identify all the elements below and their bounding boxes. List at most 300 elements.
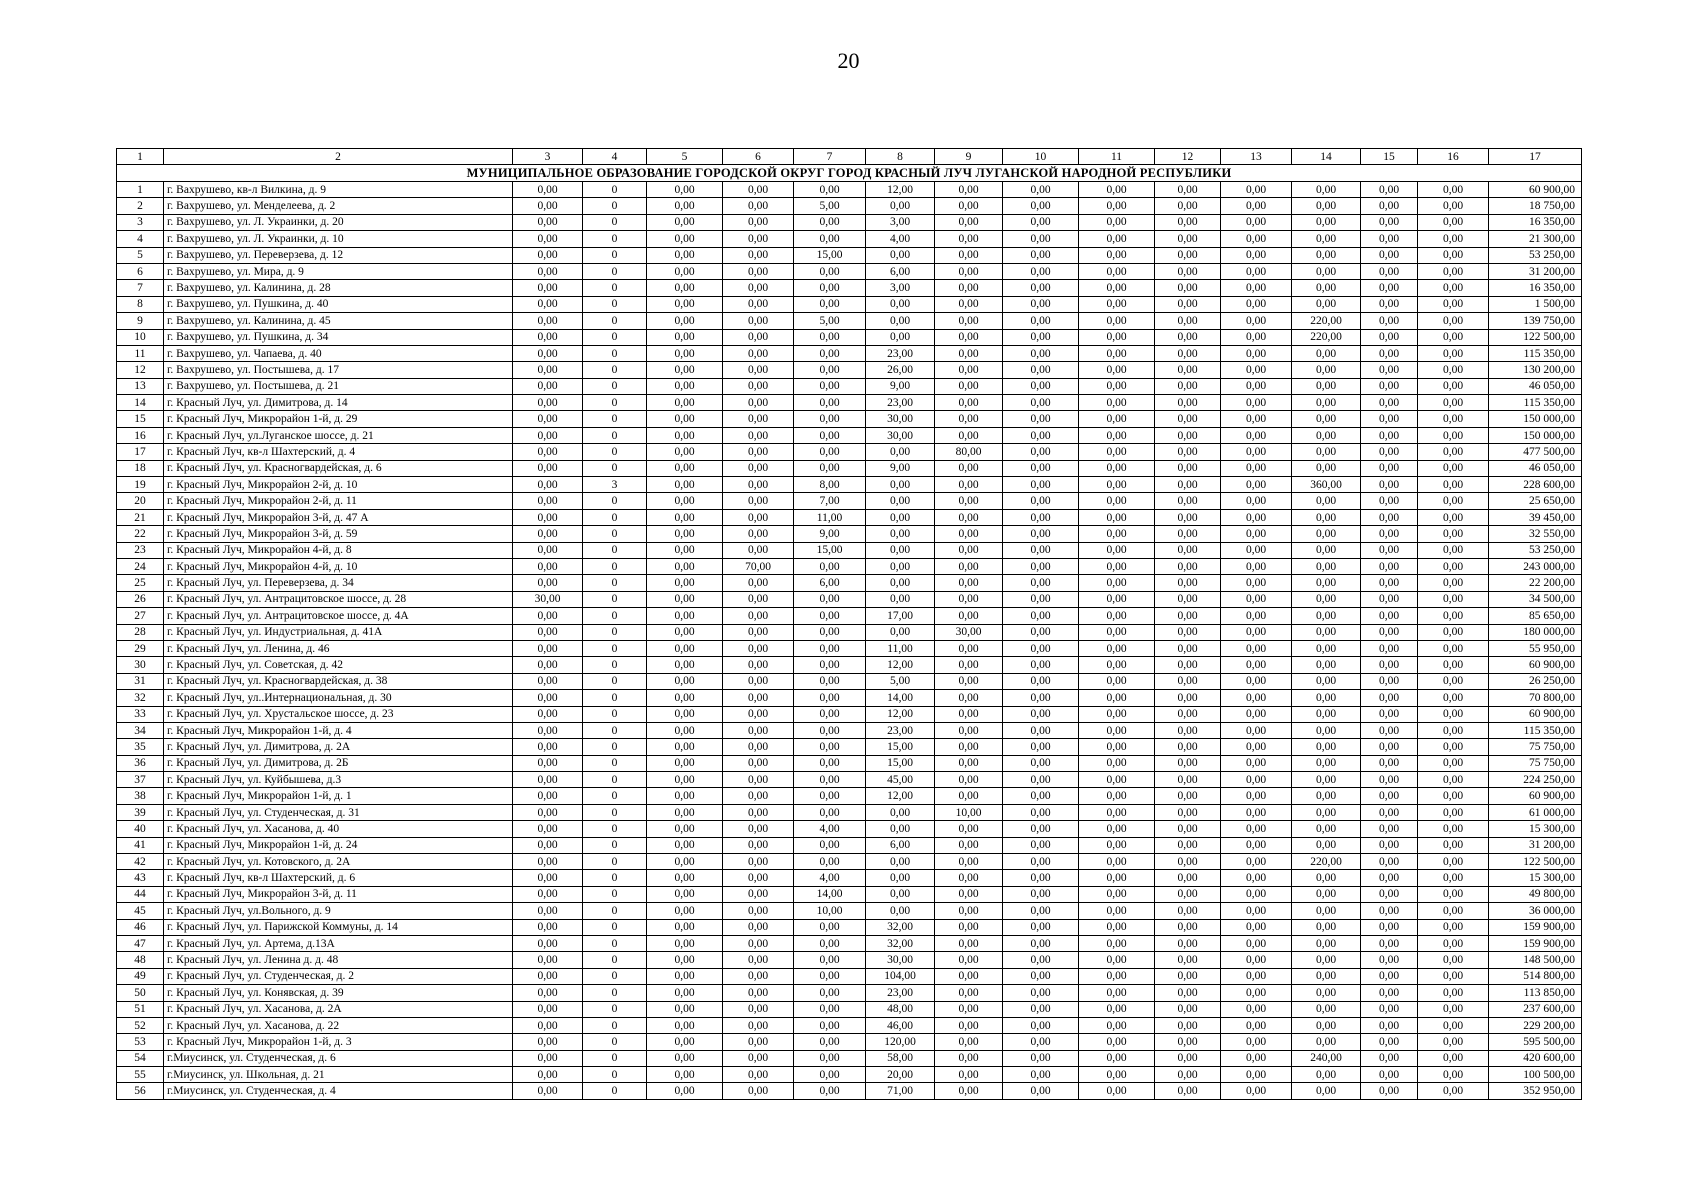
value-cell: 104,00 [866,968,935,984]
value-cell: 0,00 [1003,460,1079,476]
value-cell: 0,00 [1003,1067,1079,1083]
value-cell: 0,00 [1292,673,1361,689]
value-cell: 0,00 [1418,427,1489,443]
table-row [117,1067,1582,1083]
value-cell: 0,00 [1418,477,1489,493]
value-cell: 0,00 [1418,247,1489,263]
value-cell: 0 [583,886,647,902]
row-number-cell: 46 [117,919,164,935]
value-cell: 0,00 [1155,509,1221,525]
value-cell: 113 850,00 [1489,985,1582,1001]
value-cell: 0,00 [1221,1083,1292,1099]
table-row [117,198,1582,214]
value-cell: 0 [583,345,647,361]
row-number-cell: 26 [117,591,164,607]
value-cell: 0,00 [935,575,1003,591]
table-row [117,1034,1582,1050]
value-cell: 0,00 [1292,624,1361,640]
row-number-cell: 13 [117,378,164,394]
value-cell: 0,00 [1003,313,1079,329]
value-cell: 0,00 [723,444,794,460]
value-cell: 0,00 [513,198,583,214]
value-cell: 0,00 [513,444,583,460]
address-cell: г. Вахрушево, ул. Постышева, д. 21 [164,378,513,394]
value-cell: 0,00 [513,804,583,820]
value-cell: 0,00 [1418,231,1489,247]
value-cell: 0 [583,1034,647,1050]
value-cell: 0,00 [1418,739,1489,755]
value-cell: 180 000,00 [1489,624,1582,640]
value-cell: 0,00 [1221,558,1292,574]
value-cell: 0 [583,231,647,247]
value-cell: 0,00 [723,804,794,820]
value-cell: 115 350,00 [1489,395,1582,411]
value-cell: 0 [583,935,647,951]
value-cell: 0,00 [1079,624,1155,640]
value-cell: 0,00 [1418,591,1489,607]
value-cell: 0,00 [1079,296,1155,312]
address-cell: г. Красный Луч, ул. Парижской Коммуны, д. 14 [164,919,513,935]
value-cell: 0 [583,263,647,279]
value-cell: 0,00 [1292,575,1361,591]
value-cell: 0,00 [647,395,723,411]
value-cell: 70,00 [723,558,794,574]
value-cell: 0,00 [935,362,1003,378]
value-cell: 0,00 [513,509,583,525]
value-cell: 0 [583,280,647,296]
value-cell: 0,00 [1155,870,1221,886]
value-cell: 0,00 [1155,345,1221,361]
address-cell: г. Красный Луч, ул. Конявская, д. 39 [164,985,513,1001]
value-cell: 0,00 [647,509,723,525]
value-cell: 0,00 [647,329,723,345]
table-row [117,673,1582,689]
value-cell: 0,00 [1292,985,1361,1001]
table-row [117,427,1582,443]
value-cell: 0,00 [1418,624,1489,640]
value-cell: 0,00 [1292,903,1361,919]
value-cell: 0,00 [513,1001,583,1017]
value-cell: 0,00 [935,509,1003,525]
value-cell: 0,00 [1418,722,1489,738]
value-cell: 237 600,00 [1489,1001,1582,1017]
value-cell: 0,00 [1155,608,1221,624]
value-cell: 0,00 [647,411,723,427]
value-cell: 0,00 [1418,755,1489,771]
address-cell: г. Вахрушево, ул. Пушкина, д. 40 [164,296,513,312]
value-cell: 0,00 [935,247,1003,263]
data-table [116,148,1582,1100]
value-cell: 0,00 [1418,1067,1489,1083]
value-cell: 0 [583,575,647,591]
value-cell: 0,00 [647,1017,723,1033]
value-cell: 0,00 [723,657,794,673]
value-cell: 0,00 [1418,493,1489,509]
column-number: 6 [723,149,794,165]
value-cell: 0,00 [723,231,794,247]
value-cell: 0,00 [647,493,723,509]
value-cell: 0,00 [866,886,935,902]
value-cell: 0,00 [1003,526,1079,542]
table-row [117,280,1582,296]
value-cell: 0,00 [513,1017,583,1033]
value-cell: 0,00 [1155,411,1221,427]
value-cell: 0,00 [1079,558,1155,574]
value-cell: 48,00 [866,1001,935,1017]
value-cell: 12,00 [866,706,935,722]
value-cell: 0,00 [723,1001,794,1017]
value-cell: 0,00 [1292,263,1361,279]
row-number-cell: 6 [117,263,164,279]
value-cell: 0 [583,706,647,722]
address-cell: г. Красный Луч, ул. Студенческая, д. 31 [164,804,513,820]
value-cell: 71,00 [866,1083,935,1099]
value-cell: 0,00 [647,821,723,837]
value-cell: 0,00 [1292,1017,1361,1033]
value-cell: 0,00 [723,919,794,935]
value-cell: 0,00 [647,558,723,574]
page-number: 20 [837,48,860,73]
value-cell: 53 250,00 [1489,247,1582,263]
value-cell: 0,00 [513,231,583,247]
value-cell: 0,00 [1221,182,1292,198]
value-cell: 0,00 [1155,1001,1221,1017]
value-cell: 0,00 [794,854,866,870]
value-cell: 26,00 [866,362,935,378]
value-cell: 0,00 [1155,460,1221,476]
value-cell: 0,00 [1292,968,1361,984]
address-cell: г. Красный Луч, Микрорайон 1-й, д. 29 [164,411,513,427]
value-cell: 0,00 [1079,395,1155,411]
value-cell: 0,00 [1221,804,1292,820]
table-row [117,378,1582,394]
value-cell: 0,00 [1418,1017,1489,1033]
value-cell: 0 [583,460,647,476]
value-cell: 0,00 [1003,772,1079,788]
table-row [117,968,1582,984]
value-cell: 0,00 [1361,624,1418,640]
value-cell: 0,00 [794,329,866,345]
value-cell: 0,00 [1418,526,1489,542]
value-cell: 0,00 [647,182,723,198]
value-cell: 0,00 [1079,591,1155,607]
value-cell: 0,00 [1079,214,1155,230]
value-cell: 0,00 [723,460,794,476]
value-cell: 0,00 [1221,821,1292,837]
value-cell: 122 500,00 [1489,854,1582,870]
value-cell: 0,00 [1221,608,1292,624]
value-cell: 0,00 [1418,657,1489,673]
table-row [117,624,1582,640]
value-cell: 61 000,00 [1489,804,1582,820]
value-cell: 0,00 [723,477,794,493]
value-cell: 0,00 [1003,329,1079,345]
value-cell: 0,00 [1361,542,1418,558]
row-number-cell: 4 [117,231,164,247]
value-cell: 0,00 [1292,542,1361,558]
value-cell: 0,00 [647,952,723,968]
value-cell: 0,00 [1003,739,1079,755]
value-cell: 0,00 [647,231,723,247]
row-number-cell: 35 [117,739,164,755]
value-cell: 0,00 [935,919,1003,935]
column-number: 13 [1221,149,1292,165]
value-cell: 0,00 [1292,772,1361,788]
value-cell: 0,00 [1221,444,1292,460]
value-cell: 0,00 [1079,772,1155,788]
value-cell: 16 350,00 [1489,214,1582,230]
value-cell: 22 200,00 [1489,575,1582,591]
value-cell: 0,00 [1221,722,1292,738]
value-cell: 0,00 [1221,968,1292,984]
value-cell: 0,00 [513,411,583,427]
value-cell: 0 [583,952,647,968]
value-cell: 0,00 [513,640,583,656]
value-cell: 0,00 [1418,509,1489,525]
value-cell: 0,00 [1361,526,1418,542]
value-cell: 0,00 [1418,558,1489,574]
value-cell: 0,00 [794,706,866,722]
row-number-cell: 40 [117,821,164,837]
value-cell: 0,00 [1221,673,1292,689]
value-cell: 0 [583,591,647,607]
row-number-cell: 1 [117,182,164,198]
row-number-cell: 34 [117,722,164,738]
value-cell: 0 [583,493,647,509]
value-cell: 0,00 [1003,870,1079,886]
value-cell: 0,00 [1418,1034,1489,1050]
value-cell: 0,00 [1003,1034,1079,1050]
value-cell: 0,00 [935,903,1003,919]
value-cell: 0,00 [866,247,935,263]
value-cell: 0,00 [1221,837,1292,853]
value-cell: 80,00 [935,444,1003,460]
value-cell: 0,00 [513,722,583,738]
value-cell: 0,00 [1221,624,1292,640]
value-cell: 0,00 [1079,608,1155,624]
value-cell: 0,00 [1079,1017,1155,1033]
value-cell: 3,00 [866,214,935,230]
value-cell: 0,00 [1361,1017,1418,1033]
section-row [117,165,1582,182]
value-cell: 0 [583,1017,647,1033]
value-cell: 0,00 [1221,772,1292,788]
value-cell: 0,00 [723,182,794,198]
value-cell: 0,00 [647,542,723,558]
value-cell: 7,00 [794,493,866,509]
value-cell: 0,00 [1079,755,1155,771]
row-number-cell: 48 [117,952,164,968]
value-cell: 0,00 [1155,1034,1221,1050]
row-number-cell: 11 [117,345,164,361]
value-cell: 0,00 [1418,673,1489,689]
row-number-cell: 9 [117,313,164,329]
value-cell: 0,00 [1418,263,1489,279]
value-cell: 8,00 [794,477,866,493]
value-cell: 0,00 [1079,263,1155,279]
table-row [117,214,1582,230]
value-cell: 0,00 [1361,575,1418,591]
value-cell: 0,00 [647,1067,723,1083]
row-number-cell: 33 [117,706,164,722]
value-cell: 0,00 [647,575,723,591]
address-cell: г. Красный Луч, Микрорайон 2-й, д. 11 [164,493,513,509]
table-row [117,296,1582,312]
value-cell: 4,00 [794,870,866,886]
table-row [117,558,1582,574]
column-number: 3 [513,149,583,165]
address-cell: г. Красный Луч, ул. Котовского, д. 2А [164,854,513,870]
value-cell: 55 950,00 [1489,640,1582,656]
value-cell: 0,00 [1292,608,1361,624]
value-cell: 0,00 [1418,329,1489,345]
value-cell: 0,00 [1221,329,1292,345]
value-cell: 0,00 [1221,362,1292,378]
value-cell: 0,00 [723,198,794,214]
value-cell: 0,00 [1079,427,1155,443]
value-cell: 0,00 [647,1034,723,1050]
value-cell: 0,00 [513,690,583,706]
value-cell: 6,00 [866,837,935,853]
value-cell: 0,00 [1079,313,1155,329]
address-cell: г. Красный Луч, ул. Хрустальское шоссе, д. 23 [164,706,513,722]
value-cell: 0,00 [1155,919,1221,935]
value-cell: 0,00 [723,296,794,312]
value-cell: 0,00 [513,345,583,361]
row-number-cell: 42 [117,854,164,870]
value-cell: 0,00 [513,919,583,935]
value-cell: 0,00 [723,1050,794,1066]
value-cell: 0,00 [1079,919,1155,935]
value-cell: 0,00 [1418,575,1489,591]
value-cell: 0 [583,444,647,460]
value-cell: 0,00 [513,296,583,312]
value-cell: 53 250,00 [1489,542,1582,558]
table-row [117,985,1582,1001]
value-cell: 0,00 [1003,444,1079,460]
value-cell: 0,00 [1361,509,1418,525]
value-cell: 31 200,00 [1489,263,1582,279]
address-cell: г. Вахрушево, ул. Менделеева, д. 2 [164,198,513,214]
value-cell: 0,00 [1361,477,1418,493]
table-row [117,886,1582,902]
address-cell: г. Красный Луч, Микрорайон 2-й, д. 10 [164,477,513,493]
value-cell: 0,00 [1221,526,1292,542]
value-cell: 0,00 [1003,854,1079,870]
value-cell: 0,00 [794,673,866,689]
column-number: 17 [1489,149,1582,165]
address-cell: г. Красный Луч, Микрорайон 1-й, д. 24 [164,837,513,853]
value-cell: 0,00 [1079,477,1155,493]
value-cell: 15,00 [794,542,866,558]
value-cell: 0,00 [1418,690,1489,706]
table-row [117,690,1582,706]
value-cell: 0,00 [1418,640,1489,656]
value-cell: 0,00 [1361,788,1418,804]
value-cell: 0,00 [1361,985,1418,1001]
address-cell: г. Вахрушево, кв-л Вилкина, д. 9 [164,182,513,198]
value-cell: 0,00 [513,378,583,394]
value-cell: 0,00 [1079,837,1155,853]
value-cell: 5,00 [794,198,866,214]
value-cell: 0,00 [1221,854,1292,870]
value-cell: 0,00 [723,395,794,411]
value-cell: 0,00 [1292,1001,1361,1017]
value-cell: 0,00 [647,591,723,607]
value-cell: 0,00 [1079,182,1155,198]
address-cell: г.Миусинск, ул. Студенческая, д. 4 [164,1083,513,1099]
value-cell: 0,00 [723,411,794,427]
value-cell: 0,00 [1079,411,1155,427]
value-cell: 0,00 [723,935,794,951]
value-cell: 10,00 [935,804,1003,820]
address-cell: г. Красный Луч, ул. Хасанова, д. 40 [164,821,513,837]
address-cell: г. Красный Луч, ул.Вольного, д. 9 [164,903,513,919]
value-cell: 0,00 [1079,854,1155,870]
value-cell: 0,00 [794,772,866,788]
value-cell: 0,00 [1155,657,1221,673]
value-cell: 0,00 [794,182,866,198]
value-cell: 0,00 [513,935,583,951]
table-row [117,477,1582,493]
value-cell: 0,00 [794,280,866,296]
value-cell: 60 900,00 [1489,706,1582,722]
value-cell: 0,00 [1418,460,1489,476]
value-cell: 0,00 [1155,903,1221,919]
value-cell: 30,00 [866,411,935,427]
value-cell: 0,00 [1079,460,1155,476]
row-number-cell: 27 [117,608,164,624]
table-row [117,509,1582,525]
value-cell: 0 [583,1083,647,1099]
value-cell: 0,00 [1079,1050,1155,1066]
value-cell: 0,00 [1155,788,1221,804]
value-cell: 0,00 [1292,214,1361,230]
row-number-cell: 16 [117,427,164,443]
table-row [117,640,1582,656]
value-cell: 0,00 [794,837,866,853]
value-cell: 0,00 [1155,231,1221,247]
address-cell: г. Красный Луч, Микрорайон 4-й, д. 8 [164,542,513,558]
value-cell: 0,00 [935,968,1003,984]
value-cell: 0,00 [935,1001,1003,1017]
value-cell: 0 [583,362,647,378]
value-cell: 0,00 [1418,935,1489,951]
value-cell: 0,00 [513,1083,583,1099]
value-cell: 0,00 [1079,788,1155,804]
value-cell: 12,00 [866,657,935,673]
value-cell: 0,00 [513,903,583,919]
value-cell: 0,00 [794,345,866,361]
value-cell: 0,00 [723,263,794,279]
table-row [117,804,1582,820]
value-cell: 0,00 [1155,673,1221,689]
value-cell: 0,00 [794,919,866,935]
value-cell: 0,00 [1361,214,1418,230]
value-cell: 0,00 [1221,263,1292,279]
value-cell: 0,00 [935,493,1003,509]
value-cell: 0,00 [1079,722,1155,738]
table-row [117,411,1582,427]
value-cell: 0,00 [1292,280,1361,296]
value-cell: 0,00 [1292,657,1361,673]
value-cell: 0,00 [723,821,794,837]
address-cell: г.Миусинск, ул. Школьная, д. 21 [164,1067,513,1083]
row-number-cell: 24 [117,558,164,574]
address-cell: г. Красный Луч, ул. Артема, д.13А [164,935,513,951]
value-cell: 0,00 [866,903,935,919]
row-number-cell: 32 [117,690,164,706]
